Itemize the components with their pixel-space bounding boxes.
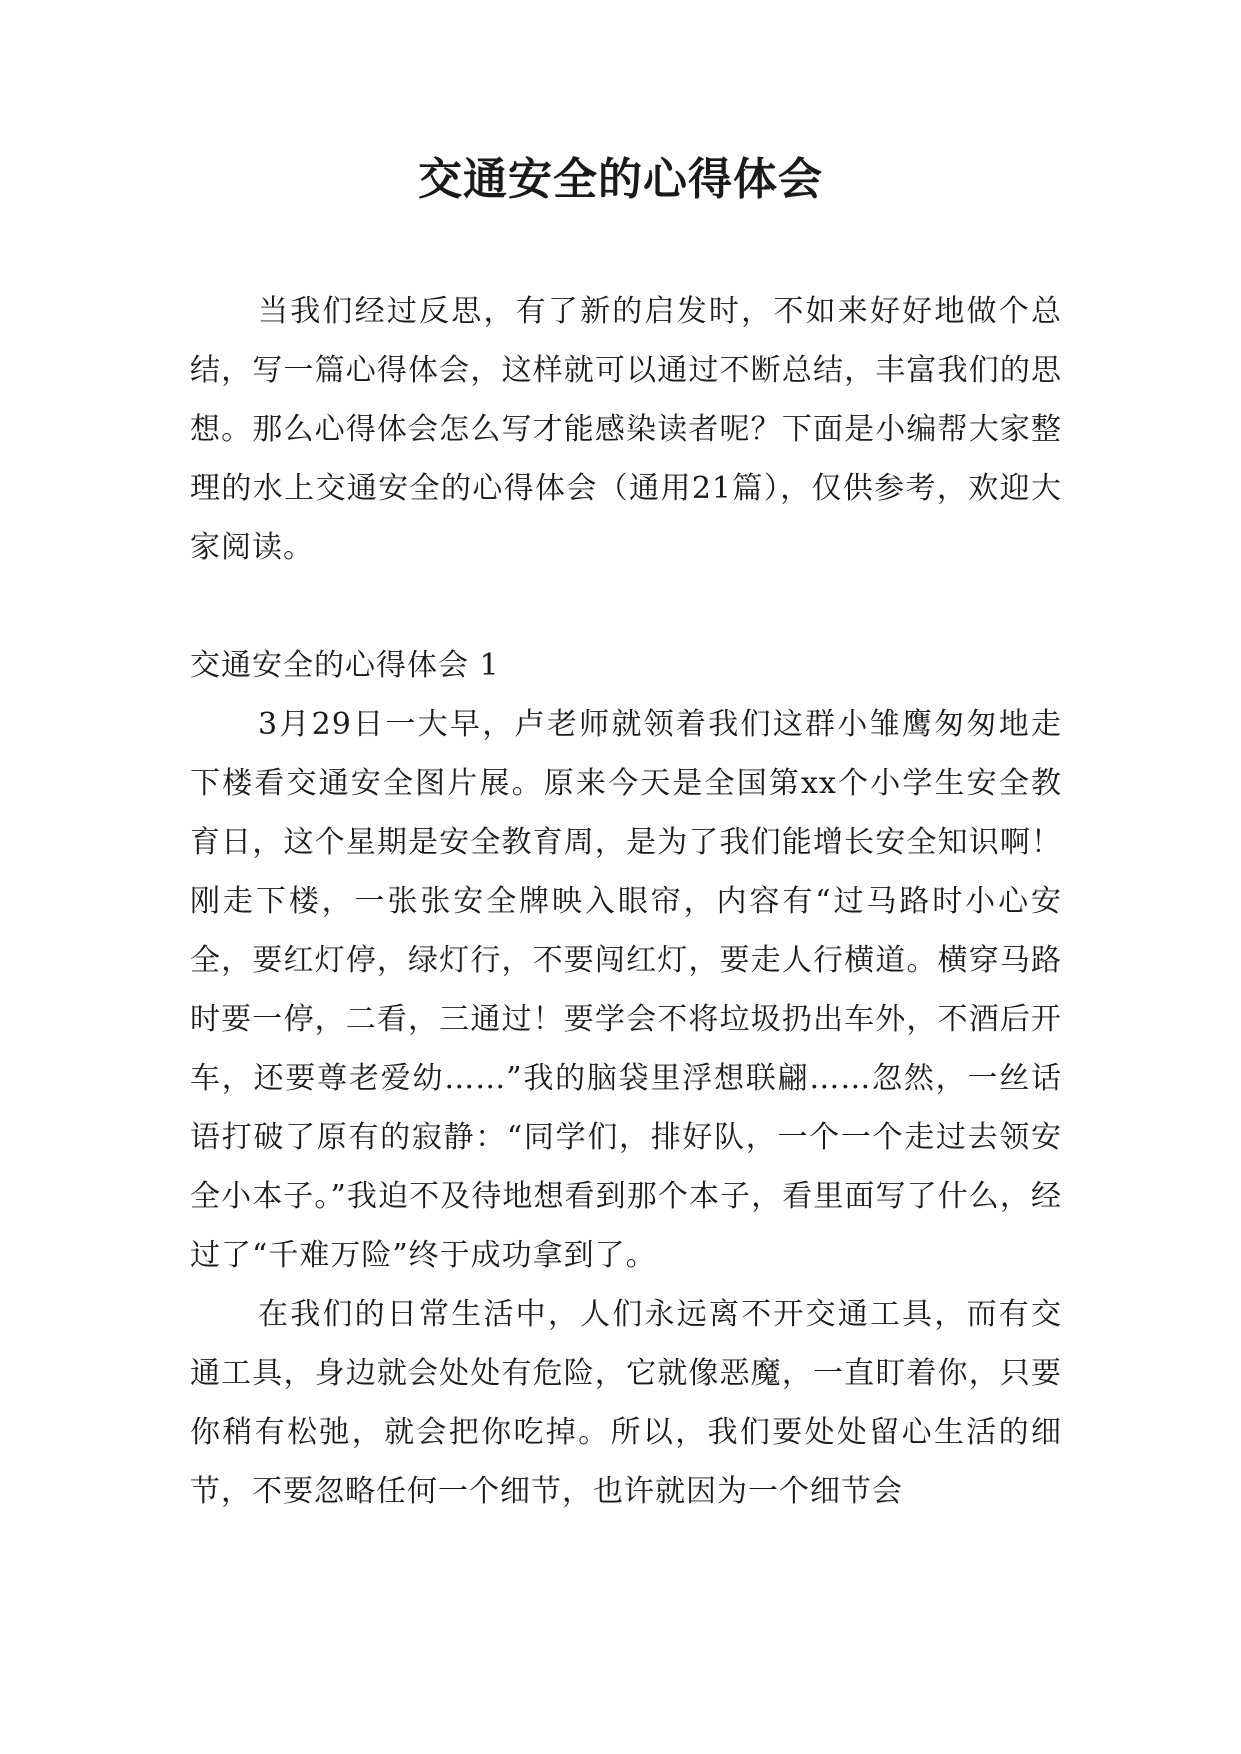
document-body xyxy=(190,282,1062,1521)
body-paragraph: 3月29日一大早，卢老师就领着我们这群小雏鹰匆匆地走下楼看交通安全图片展。原来今天是全国第xx个小学生安全教育日，这个星期是安全教育周，是为了我们能增长安全知识啊！刚走下楼，一张张安全牌映入眼帘，内容有“过马路时小心安全，要红灯停，绿灯行，不要闯红灯，要走人行横道。横穿马路时要一停，二看，三通过！要学会不将垃圾扔出车外，不酒后开车，还要尊老爱幼……”我的脑袋里浮想联翩……忽然，一丝话语打破了原有的寂静：“同学们，排好队，一个一个走过去领安全小本子。”我迫不及待地想看到那个本子，看里面写了什么，经过了“千难万险”终于成功拿到了。 xyxy=(190,707,1062,1273)
section-heading: 交通安全的心得体会 1 xyxy=(190,648,500,683)
intro-paragraph: 当我们经过反思，有了新的启发时，不如来好好地做个总结，写一篇心得体会，这样就可以通过不断总结，丰富我们的思想。那么心得体会怎么写才能感染读者呢？下面是小编帮大家整理的水上交通安全的心得体会（通用21篇），仅供参考，欢迎大家阅读。 xyxy=(190,294,1062,565)
section-1 xyxy=(190,636,1062,1521)
document-title: 交通安全的心得体会 xyxy=(418,154,823,205)
body-paragraph: 在我们的日常生活中，人们永远离不开交通工具，而有交通工具，身边就会处处有危险，它就像恶魔，一直盯着你，只要你稍有松弛，就会把你吃掉。所以，我们要处处留心生活的细节，不要忽略任何一个细节，也许就因为一个细节会 xyxy=(190,1297,1062,1509)
